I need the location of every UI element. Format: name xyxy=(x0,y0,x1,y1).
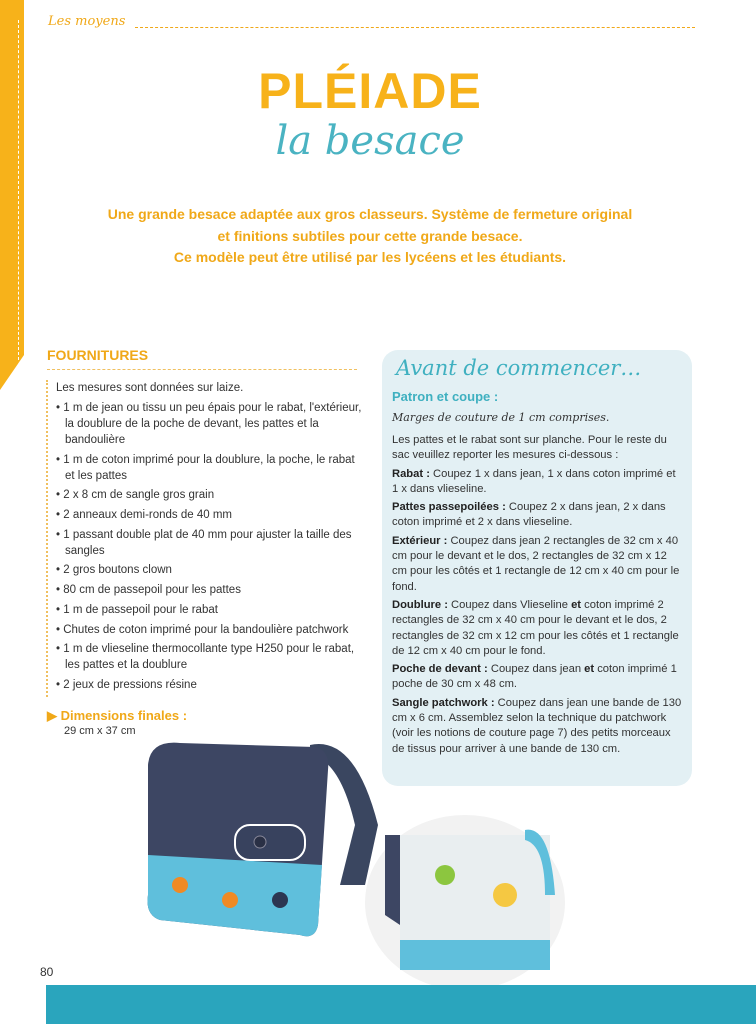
before-you-start-box xyxy=(382,350,692,786)
divider xyxy=(135,27,695,28)
seam-allowance-note: Marges de couture de 1 cm comprises. xyxy=(392,411,610,424)
intro-line: et finitions subtiles pour cette grande besace. xyxy=(217,227,523,244)
list-item: • 2 jeux de pressions résine xyxy=(56,677,366,693)
paragraph: Rabat : Coupez 1 x dans jean, 1 x dans coton imprimé et 1 x dans vlieseline. xyxy=(392,467,676,495)
page-subtitle: la besace xyxy=(275,118,465,164)
page-number: 80 xyxy=(40,965,54,979)
intro-line: Une grande besace adaptée aux gros classeurs. Système de fermeture original xyxy=(107,206,633,222)
divider xyxy=(47,369,357,370)
paragraph: Doublure : Coupez dans Vlieseline et coton imprimé 2 rectangles de 32 cm x 40 cm pour le devant et le dos, 2 rectangles de 32 cm x 12 cm pour les côtés et 1 rectangle de 12 cm x 40 cm pour le fond. xyxy=(392,598,679,657)
fournitures-heading: FOURNITURES xyxy=(47,347,149,363)
paragraph: Sangle patchwork : Coupez dans jean une bande de 130 cm x 6 cm. Assemblez selon la technique du patchwork (voir les notions de couture page 7) des petits morceaux de tissus pour arriver à une bande de 130 cm. xyxy=(392,696,682,755)
list-item: • 1 passant double plat de 40 mm pour ajuster la taille des sangles xyxy=(56,527,366,559)
list-item: • 1 m de jean ou tissu un peu épais pour le rabat, l'extérieur, la doublure de la poche de devant, les pattes et la bandoulière xyxy=(56,400,366,448)
paragraph: Les pattes et le rabat sont sur planche. Pour le reste du sac veuillez reporter les mesures ci-dessous : xyxy=(392,434,667,462)
paragraph: Extérieur : Coupez dans jean 2 rectangles de 32 cm x 40 cm pour le devant et le dos, 2 rectangles de 32 cm x 12 cm pour les côtés et 1 rectangle de 12 cm x 40 cm pour le fond. xyxy=(392,534,680,593)
bag-photo-open xyxy=(365,815,565,990)
fournitures-note: Les mesures sont données sur laize. xyxy=(56,382,244,394)
sidebar-band xyxy=(0,0,24,390)
footer-band xyxy=(46,985,756,1024)
list-item: • 1 m de vlieseline thermocollante type H250 pour le rabat, les pattes et la doublure xyxy=(56,641,366,673)
list-item: • Chutes de coton imprimé pour la bandoulière patchwork xyxy=(56,622,366,638)
dimensions-value: 29 cm x 37 cm xyxy=(64,725,136,737)
intro-line: Ce modèle peut être utilisé par les lycéens et les étudiants. xyxy=(173,249,567,265)
list-item: • 2 anneaux demi-ronds de 40 mm xyxy=(56,507,366,523)
box-subtitle: Patron et coupe : xyxy=(392,389,499,404)
paragraph: Poche de devant : Coupez dans jean et coton imprimé 1 poche de 30 cm x 48 cm. xyxy=(392,663,677,691)
list-item: • 1 m de passepoil pour le rabat xyxy=(56,602,366,618)
fournitures-list xyxy=(46,380,366,697)
list-item: • 1 m de coton imprimé pour la doublure, la poche, le rabat et les pattes xyxy=(56,452,366,484)
list-item: • 80 cm de passepoil pour les pattes xyxy=(56,582,366,598)
box-title: Avant de commencer… xyxy=(396,356,642,380)
paragraph: Pattes passepoilées : Coupez 2 x dans jean, 2 x dans coton imprimé et 2 x dans vlieseline. xyxy=(392,501,666,529)
page-title: PLÉIADE xyxy=(258,63,482,119)
section-label: Les moyens xyxy=(48,14,126,29)
list-item: • 2 x 8 cm de sangle gros grain xyxy=(56,487,366,503)
dimensions-heading: ▶ Dimensions finales : xyxy=(47,708,188,723)
intro xyxy=(60,204,680,269)
list-item: • 2 gros boutons clown xyxy=(56,562,366,578)
bag-photo-front xyxy=(140,735,380,965)
